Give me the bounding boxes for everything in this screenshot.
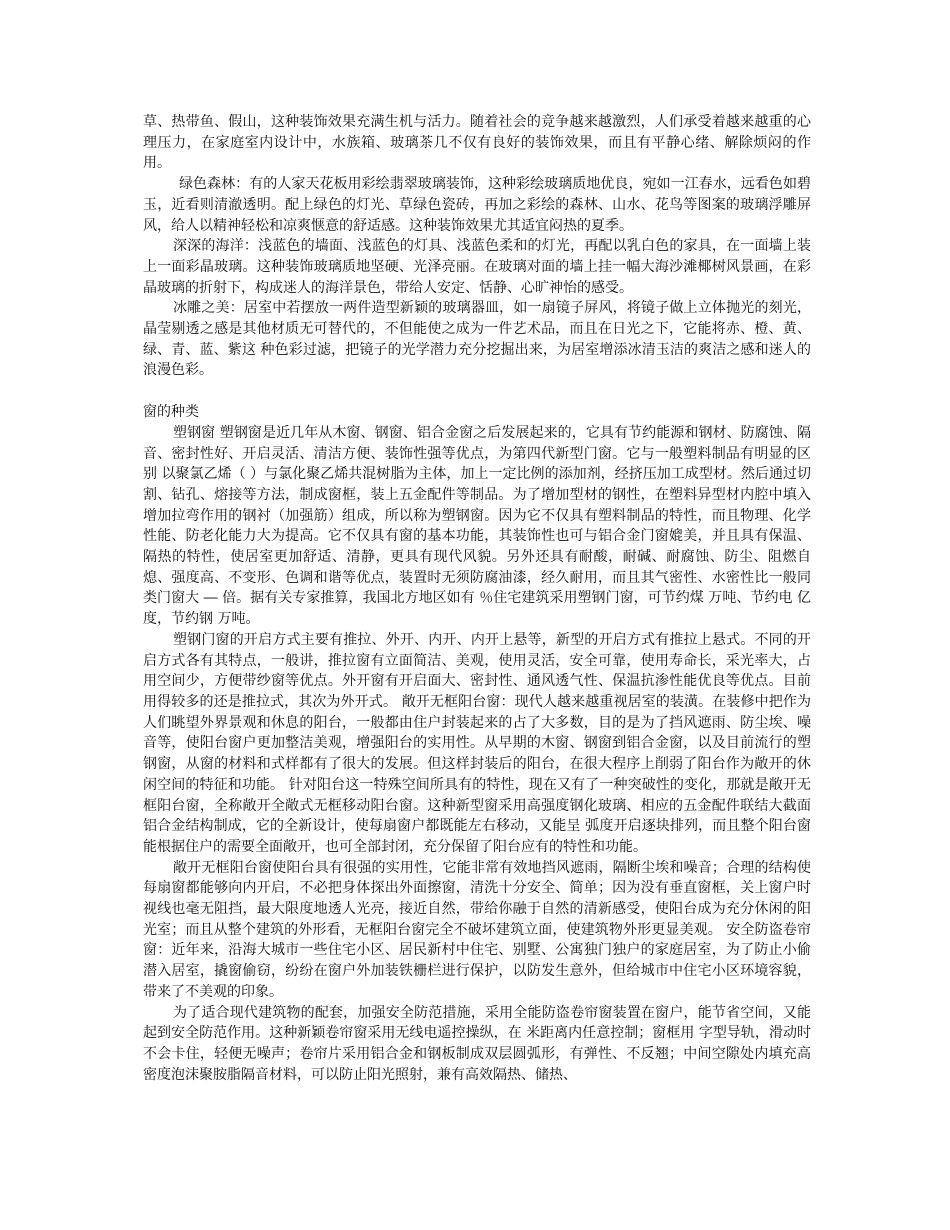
paragraph-ice-sculpture: 冰雕之美：居室中若摆放一两件造型新颖的玻璃器皿，如一扇镜子屏风，将镜子做上立体抛光的刻光，晶莹剔透之感是其他材质无可替代的，不但能使之成为一件艺术品，而且在日光之下，它能将赤、橙、黄、绿、青、蓝、紫这 种色彩过滤，把镜子的光学潜力充分挖掘出来，为居室增添冰清玉洁的爽洁之感和迷人的浪漫色彩。 bbox=[143, 300, 811, 379]
paragraph-opening-methods: 塑钢门窗的开启方式主要有推拉、外开、内开、内开上悬等，新型的开启方式有推拉上悬式。不同的开启方式各有其特点，一般讲，推拉窗有立面简洁、美观，使用灵活，安全可靠，使用寿命长，采光率大，占用空间少，方便带纱窗等优点。外开窗有开启面大、密封性、通风透气性、保温抗渗性能优良等优点。目前用得较多的还是推拉式，其次为外开式。 敞开无框阳台窗：现代人越来越重视居室的装潢。在装修中把作为人们眺望外界景观和休息的阳台，一般都由住户封装起来的占了大多数，目的是为了挡风遮雨、防尘埃、噪音等，使阳台窗户更加整洁美观，增强阳台的实用性。从早期的木窗、钢窗到铝合金窗，以及目前流行的塑钢窗，从窗的材料和式样都有了很大的发展。但这样封装后的阳台，在很大程序上削弱了阳台作为敞开的休闲空间的特征和功能。 针对阳台这一特殊空间所具有的特性，现在又有了一种突破性的变化，那就是敞开无框阳台窗，全称敞开全敞式无框移动阳台窗。这种新型窗采用高强度钢化玻璃、相应的五金配件联结大截面铝合金结构制成，它的全新设计，使每扇窗户都既能左右移动，又能呈 弧度开启逐块排列，而且整个阳台窗能根据住户的需要全面敞开，也可全部封闭，充分保留了阳台应有的特性和功能。 bbox=[143, 631, 811, 855]
paragraph-plastic-steel-window: 塑钢窗 塑钢窗是近几年从木窗、钢窗、铝合金窗之后发展起来的，它具有节约能源和钢材、防腐蚀、隔音、密封性好、开启灵活、清洁方便、装饰性强等优点，为第四代新型门窗。它与一般塑料制品有明显的区别 以聚氯乙烯（ ）与氯化聚乙烯共混树脂为主体，加上一定比例的添加剂，经挤压加工成型材。然后通过切割、钻孔、熔接等方法，制成窗框，装上五金配件等制品。为了增加型材的钢性，在塑料异型材内腔中填入增加拉弯作用的钢衬（加强筋）组成，所以称为塑钢窗。因为它不仅具有塑料制品的特性，而且物理、化学性能、防老化能力大为提高。它不仅具有窗的基本功能，其装饰性也可与铝合金门窗媲美，并且具有保温、隔热的特性，使居室更加舒适、清静，更具有现代风貌。另外还具有耐酸，耐碱、耐腐蚀、防尘、阻燃自熄、强度高、不变形、色调和谐等优点，装置时无须防腐油漆，经久耐用，而且其气密性、水密性比一般同类门窗大 ― 倍。据有关专家推算，我国北方地区如有 ％住宅建筑采用塑钢门窗，可节约煤 万吨、节约电 亿度，节约钢 万吨。 bbox=[143, 424, 811, 628]
paragraph-security-rolling-shutter: 为了适合现代建筑物的配套，加强安全防范措施，采用全能防盗卷帘窗装置在窗户，能节省空间，又能起到安全防范作用。这种新颖卷帘窗采用无线电遥控操纵，在 米距离内任意控制；窗框用 字型导轨，滑动时不会卡住，轻便无噪声；卷帘片采用铝合金和钢板制成双层圆弧形，有弹性、不反翘；中间空隙处内填充高密度泡沫聚胺脂隔音材料，可以防止阳光照射，兼有高效隔热、储热、 bbox=[143, 1004, 811, 1083]
paragraph-frameless-balcony-window: 敞开无框阳台窗使阳台具有很强的实用性，它能非常有效地挡风遮雨，隔断尘埃和噪音；合理的结构使每扇窗都能够向内开启，不必把身体探出外面擦窗，清洗十分安全、简单；因为没有垂直窗框，关上窗户时视线也毫无阻挡，最大限度地透人光亮，接近自然，带给你融于自然的清新感受，使阳台成为充分休闲的阳光室；而且从整个建筑的外形看，无框阳台窗完全不破坏建筑立面，使建筑物外形更显美观。 安全防盗卷帘窗：近年来，沿海大城市一些住宅小区、居民新村中住宅、别墅、公寓独门独户的家庭居室，为了防止小偷潜入居室，撬窗偷窃，纷纷在窗户外加装铁栅栏进行保护，以防发生意外，但给城市中住宅小区环境容貌，带来了不美观的印象。 bbox=[143, 859, 811, 1000]
document-body bbox=[143, 112, 811, 1085]
paragraph-aquarium-continuation: 草、热带鱼、假山，这种装饰效果充满生机与活力。随着社会的竞争越来越激烈，人们承受着越来越重的心理压力，在家庭室内设计中，水族箱、玻璃茶几不仅有良好的装饰效果，而且有平静心绪、解除烦闷的作用。 bbox=[143, 114, 811, 172]
section-heading-window-types: 窗的种类 bbox=[143, 404, 199, 421]
section-spacer bbox=[143, 381, 811, 402]
paragraph-green-forest: 绿色森林：有的人家天花板用彩绘翡翠玻璃装饰，这种彩绘玻璃质地优良，宛如一江春水，远看色如碧玉，近看则清澈透明。配上绿色的灯光、草绿色瓷砖，再加之彩绘的森林、山水、花鸟等图案的玻璃浮雕屏风，给人以精神轻松和凉爽惬意的舒适感。这种装饰效果尤其适宜闷热的夏季。 bbox=[143, 176, 811, 234]
paragraph-deep-ocean: 深深的海洋：浅蓝色的墙面、浅蓝色的灯具、浅蓝色柔和的灯光，再配以乳白色的家具，在一面墙上装上一面彩晶玻璃。这种装饰玻璃质地坚硬、光泽亮丽。在玻璃对面的墙上挂一幅大海沙滩椰树风景画，在彩晶玻璃的折射下，构成迷人的海洋景色，带给人安定、恬静、心旷神怡的感受。 bbox=[143, 238, 811, 296]
